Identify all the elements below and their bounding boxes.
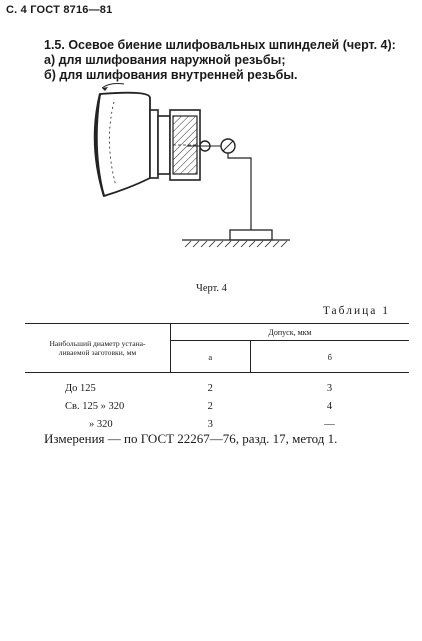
row-label: До 125 bbox=[65, 382, 96, 394]
table-row bbox=[25, 397, 409, 415]
row-label: Св. 125 » 320 bbox=[65, 400, 125, 412]
table-label: Таблица 1 bbox=[322, 305, 390, 317]
measurement-note: Измерения — по ГОСТ 22267—76, разд. 17, метод 1. bbox=[44, 431, 338, 446]
tolerance-table bbox=[25, 323, 409, 433]
cell-b: 3 bbox=[326, 382, 333, 394]
indicator-stand bbox=[228, 153, 251, 230]
column-header-line-1: Наибольший диаметр устана- bbox=[49, 339, 146, 348]
clause-item-b: б) для шлифования внутренней резьбы. bbox=[44, 68, 298, 82]
column-header-line-2: ливаемой заготовки, мм bbox=[58, 348, 137, 357]
cell-b: — bbox=[324, 418, 335, 430]
grinding-wheel bbox=[95, 93, 150, 196]
figure-caption: Черт. 4 bbox=[196, 283, 227, 294]
cell-b: 4 bbox=[326, 400, 333, 412]
clause-title: 1.5. Осевое биение шлифовальных шпинделей (черт. 4): bbox=[44, 38, 396, 52]
column-header-diameter bbox=[25, 324, 171, 373]
figure-4-drawing bbox=[90, 80, 290, 260]
subheader-a: а bbox=[171, 341, 251, 373]
dial-indicator-icon bbox=[221, 139, 235, 153]
column-group-tolerance: Допуск, мкм bbox=[171, 324, 410, 341]
cell-a: 2 bbox=[207, 400, 213, 412]
rotation-arrow-icon bbox=[102, 84, 124, 89]
cell-a: 2 bbox=[207, 382, 213, 394]
row-label: » 320 bbox=[89, 418, 113, 430]
ground-hatch bbox=[185, 241, 287, 247]
page-header: С. 4 ГОСТ 8716—81 bbox=[6, 4, 113, 16]
stand-base bbox=[230, 230, 272, 240]
cell-a: 3 bbox=[207, 418, 213, 430]
subheader-b: б bbox=[250, 341, 409, 373]
clause-1-5 bbox=[44, 38, 396, 83]
clause-item-a: а) для шлифования наружной резьбы; bbox=[44, 53, 286, 67]
table-row bbox=[25, 373, 409, 398]
